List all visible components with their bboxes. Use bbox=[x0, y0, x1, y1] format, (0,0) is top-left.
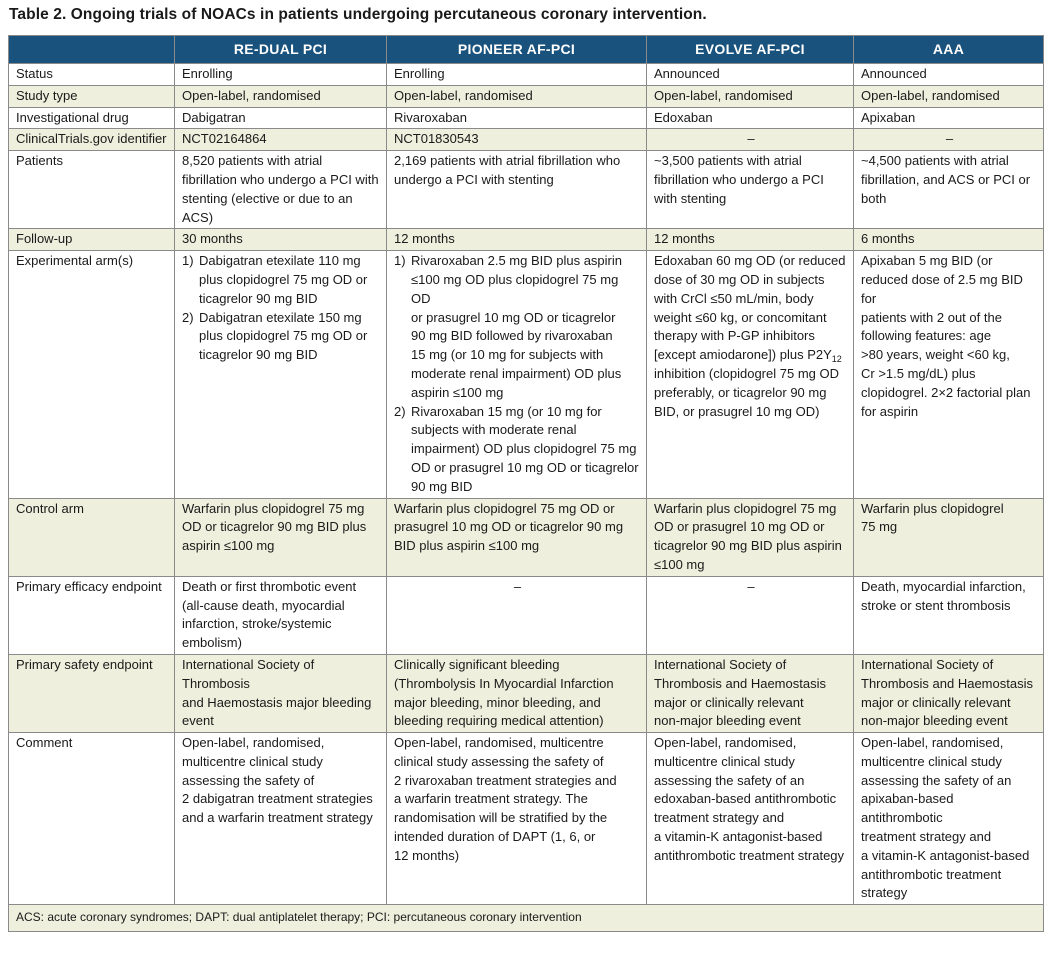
cell-line: ~3,500 patients with atrial bbox=[654, 153, 802, 169]
cell-line: stroke or stent thrombosis bbox=[861, 597, 1011, 613]
cell-line: Open-label, randomised bbox=[182, 87, 321, 103]
cell-line: multicentre clinical study bbox=[654, 753, 795, 769]
cell-line: a vitamin-K antagonist-based bbox=[861, 847, 1030, 863]
trials-table bbox=[8, 35, 1044, 932]
header-row bbox=[9, 36, 1044, 64]
cell-line: assessing the safety of bbox=[182, 772, 315, 788]
cell-line: ticagrelor 90 mg BID bbox=[199, 347, 318, 363]
cell-line: a warfarin treatment strategy. The bbox=[394, 791, 588, 807]
table-cell bbox=[175, 576, 387, 654]
cell-line: Apixaban 5 mg BID (or bbox=[861, 253, 993, 269]
cell-line: Open-label, randomised, bbox=[654, 735, 797, 751]
table-cell bbox=[647, 85, 854, 107]
arm-item bbox=[394, 252, 641, 402]
cell-line: Announced bbox=[861, 66, 927, 81]
table-cell bbox=[854, 107, 1044, 129]
footnote: ACS: acute coronary syndromes; DAPT: dual antiplatelet therapy; PCI: percutaneous coronary intervention bbox=[9, 905, 1044, 932]
cell-line: Enrolling bbox=[394, 66, 445, 81]
cell-line: with stenting bbox=[654, 190, 727, 206]
table-cell bbox=[647, 498, 854, 576]
cell-line: – bbox=[513, 578, 522, 594]
table-cell bbox=[175, 229, 387, 251]
cell-line: 6 months bbox=[861, 231, 915, 247]
table-cell bbox=[854, 498, 1044, 576]
cell-line: for aspirin bbox=[861, 403, 919, 419]
cell-line: – bbox=[747, 131, 755, 147]
cell-line: Thrombosis and Haemostasis bbox=[654, 675, 826, 691]
cell-line: non-major bleeding event bbox=[654, 713, 801, 729]
table-cell bbox=[647, 107, 854, 129]
cell-line: 2 rivaroxaban treatment strategies and bbox=[394, 772, 617, 788]
cell-line: Warfarin plus clopidogrel bbox=[861, 500, 1004, 516]
table-cell bbox=[387, 654, 647, 732]
cell-line: 12 months bbox=[394, 231, 455, 247]
cell-line: event bbox=[182, 713, 214, 729]
cell-line: fibrillation, and ACS or PCI or bbox=[861, 171, 1031, 187]
table-row bbox=[9, 107, 1044, 129]
row-label: ClinicalTrials.gov identifier bbox=[9, 129, 175, 151]
cell-line: Clinically significant bleeding bbox=[394, 656, 560, 672]
table-cell bbox=[175, 107, 387, 129]
table-row bbox=[9, 733, 1044, 905]
cell-line: ≤100 mg bbox=[654, 556, 705, 572]
cell-line: assessing the safety of an bbox=[861, 772, 1012, 788]
cell-line: reduced dose of 2.5 mg BID for bbox=[861, 271, 1023, 306]
cell-line: inhibition (clopidogrel 75 mg OD bbox=[654, 365, 839, 381]
p2y-subscript: 12 bbox=[831, 354, 842, 365]
table-cell bbox=[387, 151, 647, 229]
cell-line: (all-cause death, myocardial bbox=[182, 597, 345, 613]
arm-number: 1) bbox=[394, 253, 406, 269]
cell-line: Edoxaban bbox=[654, 109, 713, 125]
table-cell bbox=[387, 129, 647, 151]
table-row bbox=[9, 654, 1044, 732]
table-cell bbox=[175, 129, 387, 151]
cell-line: clinical study assessing the safety of bbox=[394, 753, 604, 769]
arm-item bbox=[182, 252, 381, 308]
cell-line: Apixaban bbox=[861, 109, 916, 125]
cell-line: intended duration of DAPT (1, 6, or bbox=[394, 829, 596, 845]
row-label: Follow-up bbox=[9, 229, 175, 251]
table-cell bbox=[175, 733, 387, 905]
table-row bbox=[9, 151, 1044, 229]
table-cell bbox=[175, 151, 387, 229]
cell-line: OD or prasugrel 10 mg OD or ticagrelor bbox=[411, 459, 639, 475]
p2y-text: [except amiodarone]) plus P2Y bbox=[654, 347, 832, 363]
table-cell bbox=[387, 85, 647, 107]
cell-line: treatment strategy and bbox=[861, 829, 992, 845]
cell-line: 2,169 patients with atrial fibrillation who bbox=[394, 153, 621, 169]
cell-line: Warfarin plus clopidogrel 75 mg OD or bbox=[394, 500, 615, 516]
cell-line: infarction, stroke/systemic bbox=[182, 616, 332, 632]
cell-line: BID plus aspirin ≤100 mg bbox=[394, 538, 540, 554]
table-title: Table 2. Ongoing trials of NOACs in patients undergoing percutaneous coronary intervention. bbox=[9, 6, 707, 23]
cell-line: Cr >1.5 mg/dL) plus bbox=[861, 365, 976, 381]
cell-line: edoxaban-based antithrombotic bbox=[654, 791, 837, 807]
cell-line: 12 months bbox=[654, 231, 715, 247]
footnote-row bbox=[9, 905, 1044, 932]
cell-line: ticagrelor 90 mg BID bbox=[199, 290, 318, 306]
cell-line: with CrCl ≤50 mL/min, body bbox=[654, 290, 814, 306]
cell-line: aspirin ≤100 mg bbox=[182, 538, 275, 554]
cell-line: Dabigatran etexilate 110 mg bbox=[199, 253, 361, 269]
table-cell bbox=[647, 251, 854, 498]
table-cell bbox=[854, 654, 1044, 732]
table-cell bbox=[387, 498, 647, 576]
cell-line: clopidogrel. 2×2 factorial plan bbox=[861, 384, 1031, 400]
table-cell bbox=[854, 229, 1044, 251]
cell-line: ~4,500 patients with atrial bbox=[861, 153, 1009, 169]
cell-line: plus clopidogrel 75 mg OD or bbox=[199, 328, 368, 344]
table-cell bbox=[175, 654, 387, 732]
cell-line: 12 months) bbox=[394, 847, 460, 863]
cell-line: fibrillation who undergo a PCI with bbox=[182, 171, 379, 187]
cell-line: Open-label, randomised bbox=[654, 87, 793, 103]
table-row bbox=[9, 229, 1044, 251]
column-header: AAA bbox=[854, 36, 1044, 64]
table-cell bbox=[387, 64, 647, 86]
table-cell bbox=[387, 733, 647, 905]
row-label: Status bbox=[9, 64, 175, 86]
table-row bbox=[9, 251, 1044, 498]
table-row bbox=[9, 129, 1044, 151]
header-corner bbox=[9, 36, 175, 64]
table-cell bbox=[175, 85, 387, 107]
cell-line: Dabigatran bbox=[182, 109, 246, 125]
table-cell bbox=[647, 229, 854, 251]
cell-line: multicentre clinical study bbox=[182, 753, 323, 769]
cell-line: both bbox=[861, 190, 887, 206]
table-cell bbox=[647, 129, 854, 151]
cell-line: 8,520 patients with atrial bbox=[182, 153, 323, 169]
cell-line: Rivaroxaban 15 mg (or 10 mg for bbox=[411, 403, 602, 419]
arm-list bbox=[182, 252, 381, 365]
row-label: Control arm bbox=[9, 498, 175, 576]
cell-line: International Society of bbox=[654, 656, 787, 672]
cell-line: – bbox=[945, 131, 954, 147]
cell-line: therapy with P-GP inhibitors bbox=[654, 328, 815, 344]
cell-line: multicentre clinical study bbox=[861, 753, 1002, 769]
cell-line: stenting (elective or due to an ACS) bbox=[182, 190, 353, 225]
cell-line: randomisation will be stratified by the bbox=[394, 810, 608, 826]
cell-line: assessing the safety of an bbox=[654, 772, 805, 788]
cell-line: 30 months bbox=[182, 231, 243, 247]
cell-line: Open-label, randomised, bbox=[861, 735, 1004, 751]
cell-line: embolism) bbox=[182, 635, 242, 651]
cell-line: antithrombotic treatment strategy bbox=[654, 847, 845, 863]
cell-line: antithrombotic treatment bbox=[861, 866, 1002, 882]
cell-line: major bleeding, minor bleeding, and bbox=[394, 694, 601, 710]
cell-line: 15 mg (or 10 mg for subjects with bbox=[411, 347, 604, 363]
table-cell bbox=[854, 251, 1044, 498]
table-body bbox=[9, 64, 1044, 905]
table-cell bbox=[647, 64, 854, 86]
cell-line: undergo a PCI with stenting bbox=[394, 171, 554, 187]
cell-line: 90 mg BID bbox=[411, 478, 473, 494]
arm-number: 1) bbox=[182, 253, 194, 269]
cell-line: Death or first thrombotic event bbox=[182, 578, 357, 594]
column-header: EVOLVE AF-PCI bbox=[647, 36, 854, 64]
cell-line: Death, myocardial infarction, bbox=[861, 578, 1026, 594]
cell-line: >80 years, weight <60 kg, bbox=[861, 347, 1010, 363]
table-cell bbox=[175, 64, 387, 86]
cell-line: preferably, or ticagrelor 90 mg bbox=[654, 384, 827, 400]
cell-line: NCT02164864 bbox=[182, 131, 267, 147]
cell-line: or prasugrel 10 mg OD or ticagrelor bbox=[411, 309, 616, 325]
cell-line: plus clopidogrel 75 mg OD or bbox=[199, 271, 368, 287]
cell-line: treatment strategy and bbox=[654, 810, 785, 826]
arm-list bbox=[394, 252, 641, 496]
cell-line: moderate renal impairment) OD plus bbox=[411, 365, 622, 381]
arm-number: 2) bbox=[182, 309, 194, 325]
cell-line: following features: age bbox=[861, 328, 992, 344]
table-cell bbox=[854, 733, 1044, 905]
table-row bbox=[9, 64, 1044, 86]
cell-line: OD or prasugrel 10 mg OD or bbox=[654, 519, 825, 535]
cell-line: OD or ticagrelor 90 mg BID plus bbox=[182, 519, 367, 535]
cell-line: (Thrombolysis In Myocardial Infarction bbox=[394, 675, 614, 691]
cell-line: major or clinically relevant bbox=[654, 694, 804, 710]
cell-line: Edoxaban 60 mg OD (or reduced bbox=[654, 253, 846, 269]
table-cell bbox=[854, 64, 1044, 86]
cell-line: NCT01830543 bbox=[394, 131, 479, 147]
cell-line bbox=[654, 346, 848, 365]
row-label: Primary efficacy endpoint bbox=[9, 576, 175, 654]
row-label: Patients bbox=[9, 151, 175, 229]
arm-item bbox=[394, 403, 641, 497]
table-cell bbox=[854, 129, 1044, 151]
table-cell bbox=[387, 576, 647, 654]
column-header: RE-DUAL PCI bbox=[175, 36, 387, 64]
row-label: Experimental arm(s) bbox=[9, 251, 175, 498]
table-cell bbox=[647, 576, 854, 654]
table-row bbox=[9, 576, 1044, 654]
table-cell bbox=[175, 251, 387, 498]
table-row bbox=[9, 85, 1044, 107]
cell-line: dose of 30 mg OD in subjects bbox=[654, 271, 825, 287]
cell-line: bleeding requiring medical attention) bbox=[394, 713, 604, 729]
table-cell bbox=[647, 151, 854, 229]
cell-line: non-major bleeding event bbox=[861, 713, 1008, 729]
cell-line: aspirin ≤100 mg bbox=[411, 384, 504, 400]
cell-line: and a warfarin treatment strategy bbox=[182, 810, 373, 826]
cell-line: International Society of bbox=[861, 656, 994, 672]
cell-line: – bbox=[747, 578, 755, 594]
cell-line: ≤100 mg OD plus clopidogrel 75 mg OD bbox=[411, 271, 619, 306]
cell-line: and Haemostasis major bleeding bbox=[182, 694, 372, 710]
cell-line: 90 mg BID followed by rivaroxaban bbox=[411, 328, 613, 344]
cell-line: major or clinically relevant bbox=[861, 694, 1011, 710]
cell-line: Open-label, randomised, bbox=[182, 735, 325, 751]
cell-line: Thrombosis and Haemostasis bbox=[861, 675, 1033, 691]
cell-line: 2 dabigatran treatment strategies bbox=[182, 791, 373, 807]
row-label: Study type bbox=[9, 85, 175, 107]
cell-line: apixaban-based antithrombotic bbox=[861, 791, 954, 826]
row-label: Investigational drug bbox=[9, 107, 175, 129]
table-cell bbox=[854, 85, 1044, 107]
column-header: PIONEER AF-PCI bbox=[387, 36, 647, 64]
table-cell bbox=[387, 107, 647, 129]
cell-line: Announced bbox=[654, 66, 720, 81]
cell-line: Warfarin plus clopidogrel 75 mg bbox=[654, 500, 837, 516]
cell-line: Open-label, randomised bbox=[861, 87, 1000, 103]
cell-line: Dabigatran etexilate 150 mg bbox=[199, 309, 362, 325]
table-row bbox=[9, 498, 1044, 576]
table-cell bbox=[854, 151, 1044, 229]
row-label: Primary safety endpoint bbox=[9, 654, 175, 732]
cell-line: Open-label, randomised, multicentre bbox=[394, 735, 604, 751]
cell-line: prasugrel 10 mg OD or ticagrelor 90 mg bbox=[394, 519, 624, 535]
cell-line: Rivaroxaban bbox=[394, 109, 467, 125]
table-cell bbox=[175, 498, 387, 576]
table-cell bbox=[647, 733, 854, 905]
cell-line: Rivaroxaban 2.5 mg BID plus aspirin bbox=[411, 253, 622, 269]
table-cell bbox=[854, 576, 1044, 654]
cell-line: weight ≤60 kg, or concomitant bbox=[654, 309, 827, 325]
cell-line: 75 mg bbox=[861, 519, 898, 535]
cell-line: ticagrelor 90 mg BID plus aspirin bbox=[654, 538, 842, 554]
table-cell bbox=[647, 654, 854, 732]
cell-line: impairment) OD plus clopidogrel 75 mg bbox=[411, 441, 637, 457]
cell-line: fibrillation who undergo a PCI bbox=[654, 171, 824, 187]
cell-line: Enrolling bbox=[182, 66, 233, 81]
table-cell bbox=[387, 251, 647, 498]
cell-line: strategy bbox=[861, 885, 908, 901]
cell-line: patients with 2 out of the bbox=[861, 309, 1002, 325]
arm-number: 2) bbox=[394, 403, 406, 419]
arm-item bbox=[182, 309, 381, 365]
cell-line: a vitamin-K antagonist-based bbox=[654, 829, 823, 845]
table-cell bbox=[387, 229, 647, 251]
cell-line: International Society of Thrombosis bbox=[182, 656, 315, 691]
cell-line: Open-label, randomised bbox=[394, 87, 533, 103]
cell-line: BID, or prasugrel 10 mg OD) bbox=[654, 403, 820, 419]
cell-line: subjects with moderate renal bbox=[411, 422, 577, 438]
cell-line: Warfarin plus clopidogrel 75 mg bbox=[182, 500, 365, 516]
row-label: Comment bbox=[9, 733, 175, 905]
